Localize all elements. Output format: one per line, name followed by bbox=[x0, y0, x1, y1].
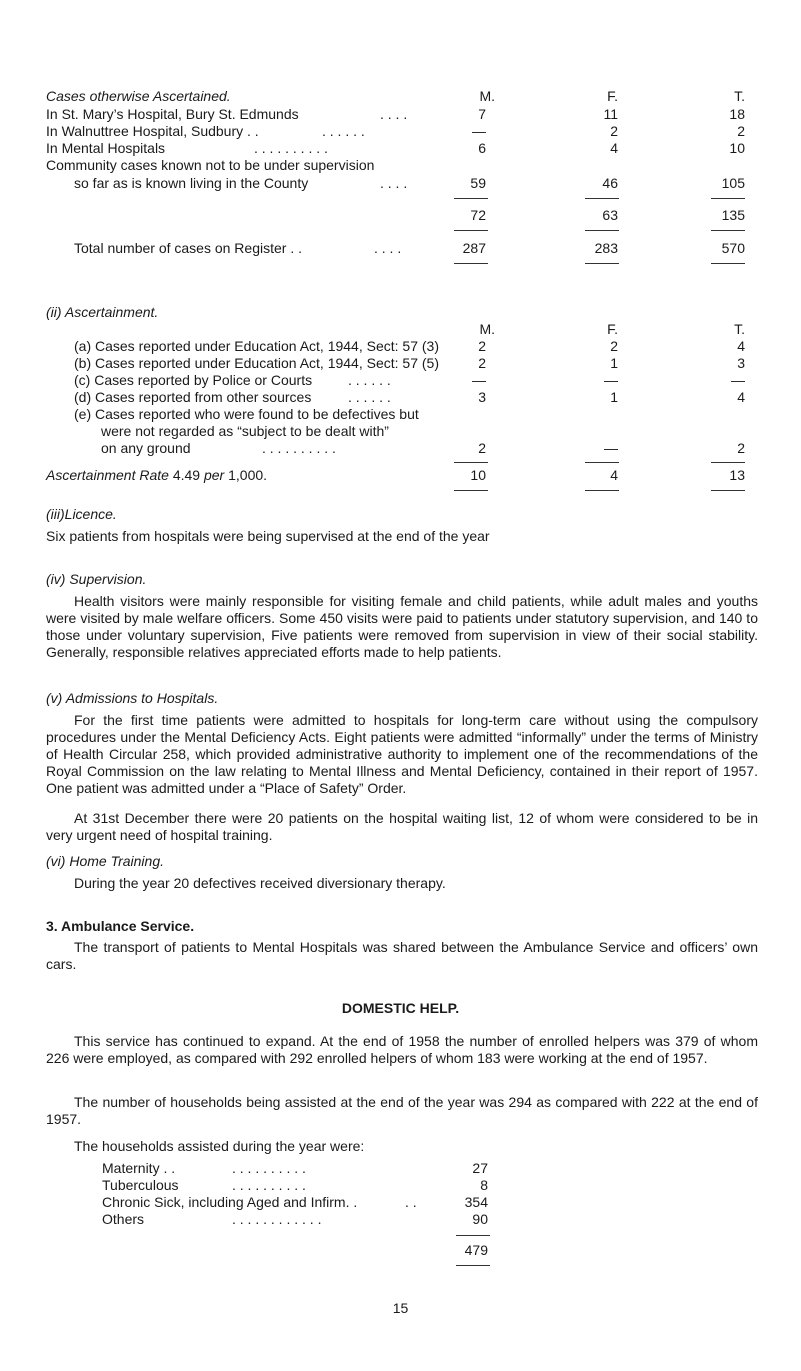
rule bbox=[585, 462, 619, 463]
section-v-title bbox=[46, 690, 218, 707]
subtotal-f: 63 bbox=[602, 207, 618, 223]
household-label: Maternity . . bbox=[102, 1160, 176, 1176]
cell-f: — bbox=[604, 440, 618, 456]
licence-text: Six patients from hospitals were being supervised at the end of the year bbox=[46, 528, 490, 544]
rate-value: 4.49 bbox=[172, 467, 201, 483]
ambulance-heading: 3. Ambulance Service. bbox=[46, 918, 195, 934]
cell-f: 11 bbox=[603, 106, 618, 122]
section-number: (iv) bbox=[46, 571, 66, 587]
leader-dots: . . bbox=[405, 1194, 417, 1210]
cell-m: — bbox=[472, 123, 486, 139]
cell-t: 2 bbox=[737, 440, 745, 456]
cell-f: 2 bbox=[610, 123, 618, 139]
household-label: Chronic Sick, including Aged and Infirm. . bbox=[102, 1194, 358, 1210]
cell-t: 4 bbox=[737, 338, 745, 354]
col-header-t: T. bbox=[734, 321, 745, 337]
cell-t: 105 bbox=[721, 175, 745, 191]
leader-dots: . . . . bbox=[374, 240, 402, 256]
section-heading: Admissions to Hospitals. bbox=[65, 690, 219, 706]
rule bbox=[585, 230, 619, 231]
leader-dots: . . . . . . . . . . bbox=[232, 1160, 306, 1176]
cell-f: — bbox=[604, 372, 618, 388]
leader-dots: . . . . . . . . . . bbox=[254, 140, 328, 156]
rule bbox=[454, 490, 488, 491]
section-heading: Ascertainment. bbox=[64, 304, 159, 320]
section-ii-title bbox=[46, 304, 158, 321]
col-header-m: M. bbox=[479, 88, 495, 104]
rule bbox=[454, 198, 488, 199]
cell-f: 1 bbox=[610, 389, 618, 405]
rate-label: Ascertainment Rate bbox=[46, 467, 169, 483]
col-header-m: M. bbox=[479, 321, 495, 337]
section-i-title: Cases otherwise Ascertained. bbox=[46, 88, 231, 104]
cell-t: — bbox=[731, 372, 745, 388]
row-label-cont: on any ground bbox=[101, 440, 191, 456]
admissions-paragraph: For the first time patients were admitted to hospitals for long-term care without using the compulsory procedures under the Mental Deficiency Acts. Eight patients were admitted “informally” under the terms of Ministry of Health Circular 258, which provided administrative authority to implement one of the recommendations of the Royal Commission on the law relating to Mental Illness and Mental Deficiency, contained in their report of 1957. One patient was admitted under a “Place of Safety” Order. bbox=[46, 712, 758, 796]
total-t: 13 bbox=[729, 467, 745, 483]
row-label: (c) Cases reported by Police or Courts bbox=[74, 372, 313, 388]
rule bbox=[711, 198, 745, 199]
row-label: (e) Cases reported who were found to be defectives but bbox=[74, 406, 419, 422]
household-label: Tuberculous bbox=[102, 1177, 179, 1193]
total-f: 4 bbox=[610, 467, 618, 483]
households-intro: The households assisted during the year were: bbox=[74, 1138, 365, 1154]
section-vi-title bbox=[46, 853, 164, 870]
rule bbox=[711, 462, 745, 463]
cell-f: 2 bbox=[610, 338, 618, 354]
household-value: 90 bbox=[472, 1211, 488, 1227]
rule bbox=[711, 490, 745, 491]
leader-dots: . . . . . . . . . . bbox=[262, 440, 336, 456]
ascertainment-rate bbox=[46, 467, 267, 484]
row-label: In St. Mary’s Hospital, Bury St. Edmunds bbox=[46, 106, 299, 122]
row-label: In Walnuttree Hospital, Sudbury . . bbox=[46, 123, 259, 139]
household-value: 8 bbox=[480, 1177, 488, 1193]
domestic-help-heading: DOMESTIC HELP. bbox=[341, 1000, 460, 1016]
section-number: (ii) bbox=[46, 304, 62, 320]
cell-m: 2 bbox=[478, 338, 486, 354]
cell-t: 4 bbox=[737, 389, 745, 405]
section-heading: Licence. bbox=[64, 506, 117, 522]
row-label: In Mental Hospitals bbox=[46, 140, 166, 156]
row-label: Community cases known not to be under supervision bbox=[46, 157, 375, 173]
households-total: 479 bbox=[464, 1242, 488, 1258]
section-heading: Home Training. bbox=[69, 853, 164, 869]
subtotal-t: 135 bbox=[721, 207, 745, 223]
rule bbox=[456, 1235, 490, 1236]
leader-dots: . . . . . . bbox=[322, 123, 365, 139]
total-m: 10 bbox=[470, 467, 486, 483]
rule bbox=[456, 1265, 490, 1266]
households-paragraph: The number of households being assisted at the end of the year was 294 as compared with 222 at the end of 1957. bbox=[46, 1094, 758, 1127]
household-value: 27 bbox=[472, 1160, 488, 1176]
subtotal-m: 72 bbox=[470, 207, 486, 223]
row-label: (d) Cases reported from other sources bbox=[74, 389, 312, 405]
section-number: (iii) bbox=[46, 506, 65, 522]
register-f: 283 bbox=[594, 240, 618, 256]
section-iii-title bbox=[46, 506, 117, 523]
rule bbox=[711, 230, 745, 231]
row-label-cont: were not regarded as “subject to be dealt with” bbox=[101, 423, 389, 439]
register-t: 570 bbox=[721, 240, 745, 256]
rule bbox=[454, 230, 488, 231]
supervision-paragraph: Health visitors were mainly responsible for visiting female and child patients, while adult males and youths were visited by male welfare officers. Some 450 visits were paid to patients under statutory supervision, and 140 to those under voluntary supervision, Five patients were removed from supervision in view of their social stability. Generally, responsible relatives appreciated efforts made to help patients. bbox=[46, 593, 758, 660]
register-label: Total number of cases on Register . . bbox=[74, 240, 302, 256]
cell-f: 46 bbox=[602, 175, 618, 191]
section-heading: Supervision. bbox=[69, 571, 147, 587]
row-label-cont: so far as is known living in the County bbox=[74, 175, 309, 191]
cell-f: 1 bbox=[610, 355, 618, 371]
row-label: (a) Cases reported under Education Act, 1944, Sect: 57 (3) bbox=[74, 338, 439, 354]
domestic-help-paragraph: This service has continued to expand. At the end of 1958 the number of enrolled helpers was 379 of whom 226 were employed, as compared with 292 enrolled helpers of whom 183 were working at the end of 1957. bbox=[46, 1033, 758, 1066]
cell-m: 6 bbox=[478, 140, 486, 156]
ambulance-paragraph: The transport of patients to Mental Hospitals was shared between the Ambulance Service and officers’ own cars. bbox=[46, 939, 758, 972]
leader-dots: . . . . . . . . . . bbox=[232, 1177, 306, 1193]
cell-t: 10 bbox=[729, 140, 745, 156]
rule bbox=[454, 462, 488, 463]
cell-m: 2 bbox=[478, 355, 486, 371]
col-header-t: T. bbox=[734, 88, 745, 104]
cell-t: 18 bbox=[729, 106, 745, 122]
household-label: Others bbox=[102, 1211, 145, 1227]
rule bbox=[711, 263, 745, 264]
rate-per: per bbox=[203, 467, 225, 483]
register-m: 287 bbox=[462, 240, 486, 256]
waiting-list-paragraph: At 31st December there were 20 patients on the hospital waiting list, 12 of whom were considered to be in very urgent need of hospital training. bbox=[46, 810, 758, 843]
rule bbox=[585, 490, 619, 491]
col-header-f: F. bbox=[607, 88, 618, 104]
section-number: (vi) bbox=[46, 853, 66, 869]
cell-m: — bbox=[472, 372, 486, 388]
cell-m: 3 bbox=[478, 389, 486, 405]
rule bbox=[454, 263, 488, 264]
cell-t: 2 bbox=[737, 123, 745, 139]
cell-m: 2 bbox=[478, 440, 486, 456]
rule bbox=[585, 263, 619, 264]
col-header-f: F. bbox=[607, 321, 618, 337]
rate-base: 1,000. bbox=[228, 467, 268, 483]
home-training-text: During the year 20 defectives received diversionary therapy. bbox=[74, 875, 446, 891]
leader-dots: . . . . . . bbox=[348, 389, 391, 405]
cell-f: 4 bbox=[610, 140, 618, 156]
leader-dots: . . . . . . bbox=[348, 372, 391, 388]
cell-m: 59 bbox=[470, 175, 486, 191]
rule bbox=[585, 198, 619, 199]
cell-m: 7 bbox=[478, 106, 486, 122]
leader-dots: . . . . bbox=[380, 106, 408, 122]
leader-dots: . . . . bbox=[380, 175, 408, 191]
leader-dots: . . . . . . . . . . . . bbox=[232, 1211, 322, 1227]
section-number: (v) bbox=[46, 690, 63, 706]
row-label: (b) Cases reported under Education Act, 1944, Sect: 57 (5) bbox=[74, 355, 439, 371]
cell-t: 3 bbox=[737, 355, 745, 371]
section-iv-title bbox=[46, 571, 146, 588]
household-value: 354 bbox=[464, 1194, 488, 1210]
page-number: 15 bbox=[392, 1300, 409, 1316]
